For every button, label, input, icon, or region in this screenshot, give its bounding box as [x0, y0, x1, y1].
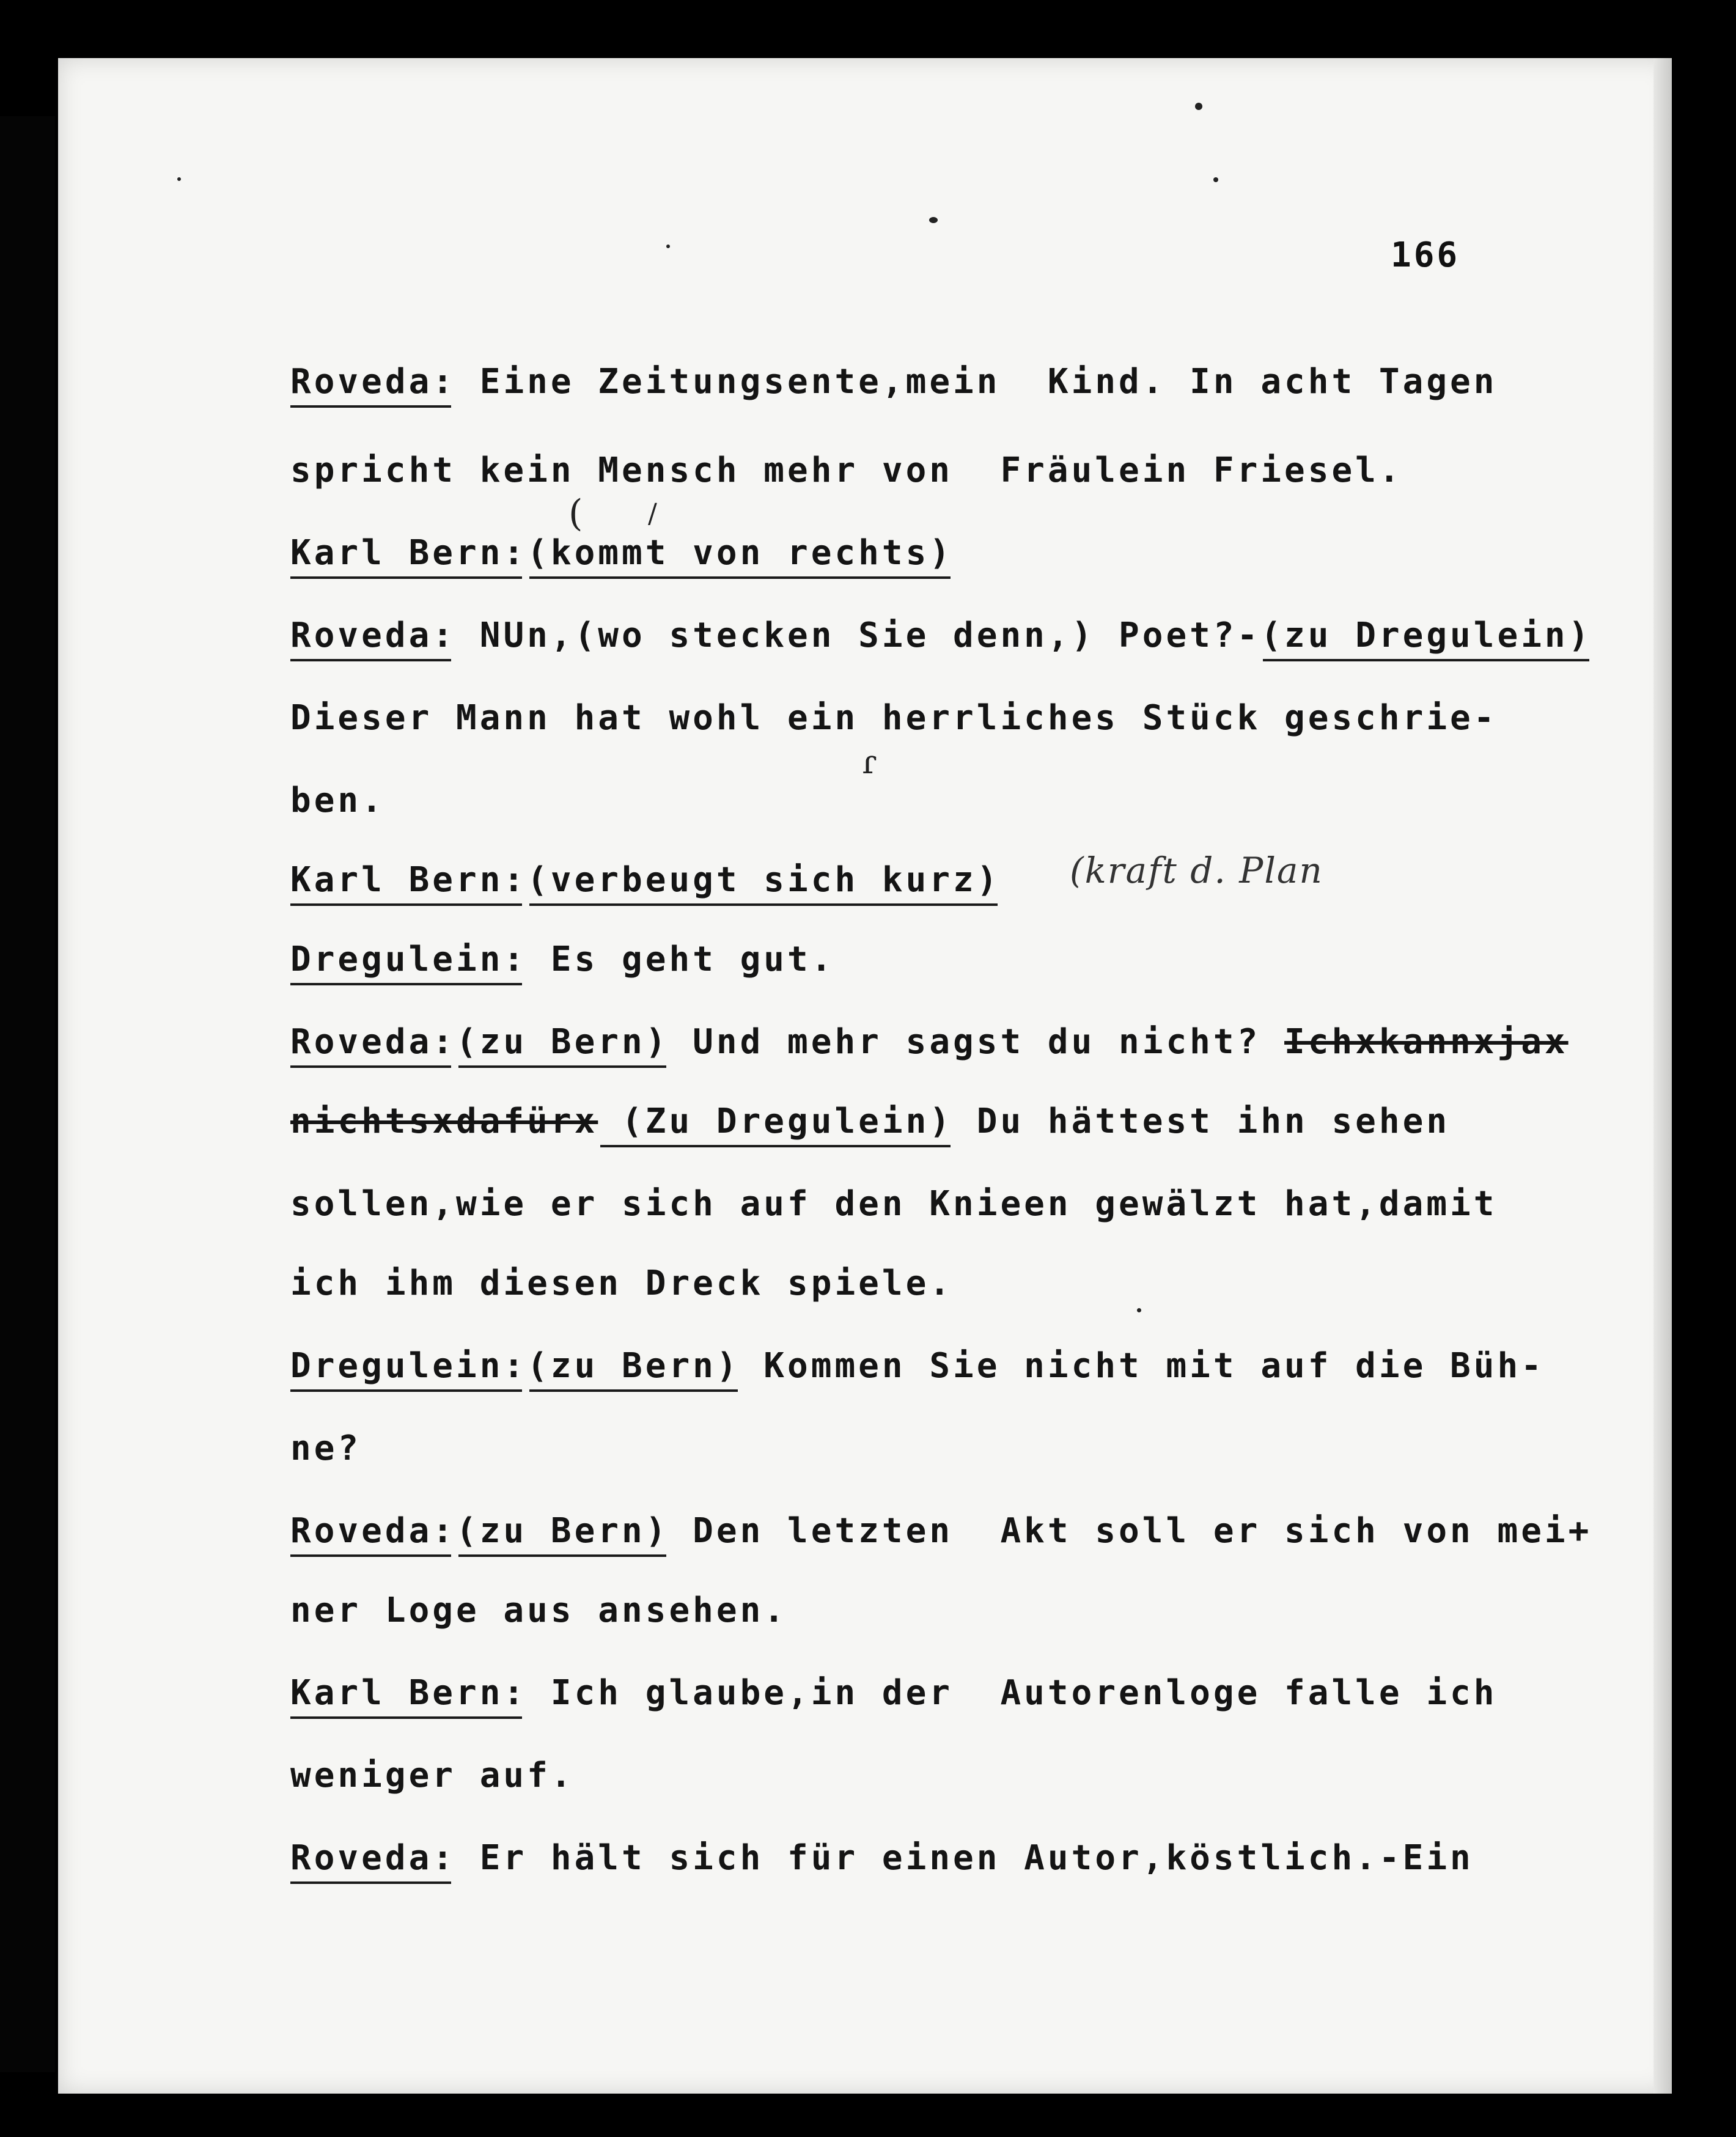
- speck: [177, 177, 181, 181]
- typescript-line: [290, 361, 1497, 403]
- typescript-line: [290, 697, 1497, 740]
- struck-text: nichtsxdafürx: [290, 1102, 598, 1141]
- stage-direction: (zu Bern): [456, 1022, 669, 1062]
- page-number: 166: [1391, 235, 1460, 275]
- typescript-line: [290, 1345, 1545, 1388]
- dialogue-text: Es geht gut.: [527, 940, 835, 979]
- speck: [1195, 103, 1202, 110]
- typescript-line: [290, 1837, 1474, 1880]
- dialogue-text: spricht kein Mensch mehr von Fräulein Friesel.: [290, 451, 1403, 490]
- typescript-line: [290, 1021, 1569, 1064]
- speck: [1213, 177, 1218, 182]
- dialogue-text: ben.: [290, 781, 385, 820]
- speck: [929, 217, 938, 223]
- stage-direction: (zu Dregulein): [1260, 616, 1592, 655]
- pencil-insert-mark: ɾ: [862, 743, 877, 781]
- typescript-line: [290, 1183, 1497, 1226]
- dialogue-text: Er hält sich für einen Autor,köstlich.-Ein: [456, 1838, 1474, 1878]
- dialogue-text: ner Loge aus ansehen.: [290, 1591, 788, 1630]
- dialogue-text: Du hättest ihn sehen: [953, 1102, 1451, 1141]
- dialogue-text: weniger auf.: [290, 1756, 575, 1795]
- speaker-name: Roveda:: [290, 1838, 457, 1878]
- binding-edge: [0, 116, 55, 2072]
- struck-text: Ichxkannxjax: [1284, 1022, 1569, 1062]
- dialogue-text: ich ihm diesen Dreck spiele.: [290, 1263, 954, 1303]
- typescript-line: [290, 532, 953, 575]
- speaker-name: Karl Bern:: [290, 533, 528, 573]
- dialogue-text: Kommen Sie nicht mit auf die Büh-: [740, 1346, 1545, 1386]
- dialogue-text: Den letzten Akt soll er sich von mei+: [669, 1511, 1592, 1551]
- speaker-name: Karl Bern:: [290, 1673, 528, 1713]
- typescript-line: [290, 779, 385, 822]
- typescript-line: [290, 1262, 953, 1305]
- dialogue-text: Eine Zeitungsente,mein Kind. In acht Tagen: [456, 362, 1498, 402]
- speaker-name: Roveda:: [290, 1022, 457, 1062]
- stage-direction: (verbeugt sich kurz): [527, 860, 1001, 900]
- speck: [666, 245, 670, 248]
- dialogue-text: Ich glaube,in der Autorenloge falle ich: [527, 1673, 1498, 1713]
- speaker-name: Roveda:: [290, 362, 457, 402]
- typescript-line: [290, 449, 1403, 492]
- dialogue-text: sollen,wie er sich auf den Knieen gewälzt hat,damit: [290, 1184, 1498, 1224]
- pencil-bracket-mark: (: [568, 492, 583, 535]
- dialogue-text: Und mehr sagst du nicht?: [669, 1022, 1285, 1062]
- typescript-line: [290, 1672, 1497, 1715]
- speaker-name: Roveda:: [290, 616, 457, 655]
- dialogue-text: NUn,(wo stecken Sie denn,) Poet?-: [456, 616, 1261, 655]
- speaker-name: Roveda:: [290, 1511, 457, 1551]
- typescript-line: [290, 614, 1592, 657]
- stage-direction: (zu Bern): [527, 1346, 740, 1386]
- stage-direction: (Zu Dregulein): [598, 1102, 954, 1141]
- typescript-line: [290, 1754, 575, 1797]
- typescript-line: [290, 938, 834, 981]
- typescript-line: [290, 1427, 361, 1470]
- speaker-name: Dregulein:: [290, 1346, 528, 1386]
- stage-direction: (zu Bern): [456, 1511, 669, 1551]
- dialogue-text: Dieser Mann hat wohl ein herrliches Stück geschrie-: [290, 698, 1498, 738]
- typescript-line: [290, 1100, 1450, 1143]
- typescript-line: [290, 1589, 787, 1632]
- pencil-tick-mark: /: [648, 498, 657, 529]
- speaker-name: Dregulein:: [290, 940, 528, 979]
- speaker-name: Karl Bern:: [290, 860, 528, 900]
- speck: [1137, 1308, 1141, 1312]
- dialogue-text: ne?: [290, 1429, 362, 1468]
- handwritten-annotation: (kraft d. Plan: [1070, 850, 1323, 891]
- typescript-line: [290, 859, 1000, 902]
- page-edge: [1653, 58, 1672, 2094]
- stage-direction: (kommt von rechts): [527, 533, 954, 573]
- typescript-line: [290, 1510, 1592, 1553]
